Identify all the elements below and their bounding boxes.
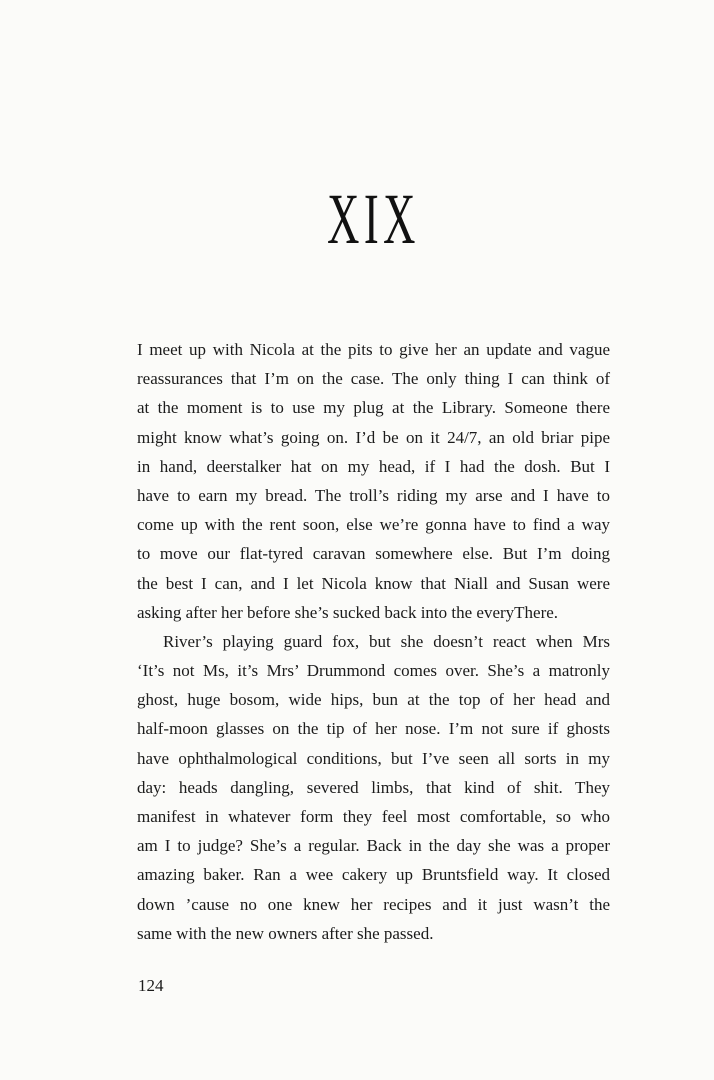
text-line: to move our flat-tyred caravan somewhere else. But I’m doing: [137, 544, 610, 564]
text-line: down ’cause no one knew her recipes and it just wasn’t the: [137, 894, 610, 914]
text-line: ghost, huge bosom, wide hips, bun at the top of her head and: [137, 690, 610, 710]
text-line: might know what’s going on. I’d be on it 24/7, an old briar pipe: [137, 427, 610, 447]
text-line: reassurances that I’m on the case. The only thing I can think of: [137, 369, 610, 389]
text-line: have to earn my bread. The troll’s riding my arse and I have to: [137, 485, 610, 505]
text-line: I meet up with Nicola at the pits to give her an update and vague: [137, 340, 610, 359]
chapter-heading: XIX: [327, 179, 420, 259]
text-line: asking after her before she’s sucked back into the everyThere.: [137, 602, 559, 622]
text-line: half-moon glasses on the tip of her nose. I’m not sure if ghosts: [137, 719, 610, 739]
text-line: manifest in whatever form they feel most comfortable, so who: [137, 807, 610, 826]
text-line: have ophthalmological conditions, but I’ve seen all sorts in my: [137, 748, 610, 768]
text-line: ‘It’s not Ms, it’s Mrs’ Drummond comes over. She’s a matronly: [137, 661, 610, 681]
text-line: day: heads dangling, severed limbs, that kind of shit. They: [137, 777, 610, 797]
text-line: River’s playing guard fox, but she doesn’t react when Mrs: [163, 631, 610, 651]
body-text: [137, 335, 610, 948]
text-line: in hand, deerstalker hat on my head, if I had the dosh. But I: [137, 456, 610, 476]
text-line: same with the new owners after she passed.: [137, 923, 434, 943]
text-line: am I to judge? She’s a regular. Back in the day she was a proper: [137, 836, 610, 856]
text-line: the best I can, and I let Nicola know that Niall and Susan were: [137, 573, 610, 593]
text-line: amazing baker. Ran a wee cakery up Bruntsfield way. It closed: [137, 865, 610, 885]
text-line: at the moment is to use my plug at the Library. Someone there: [137, 398, 610, 418]
page-number: 124: [138, 976, 164, 995]
text-line: come up with the rent soon, else we’re gonna have to find a way: [137, 515, 610, 535]
